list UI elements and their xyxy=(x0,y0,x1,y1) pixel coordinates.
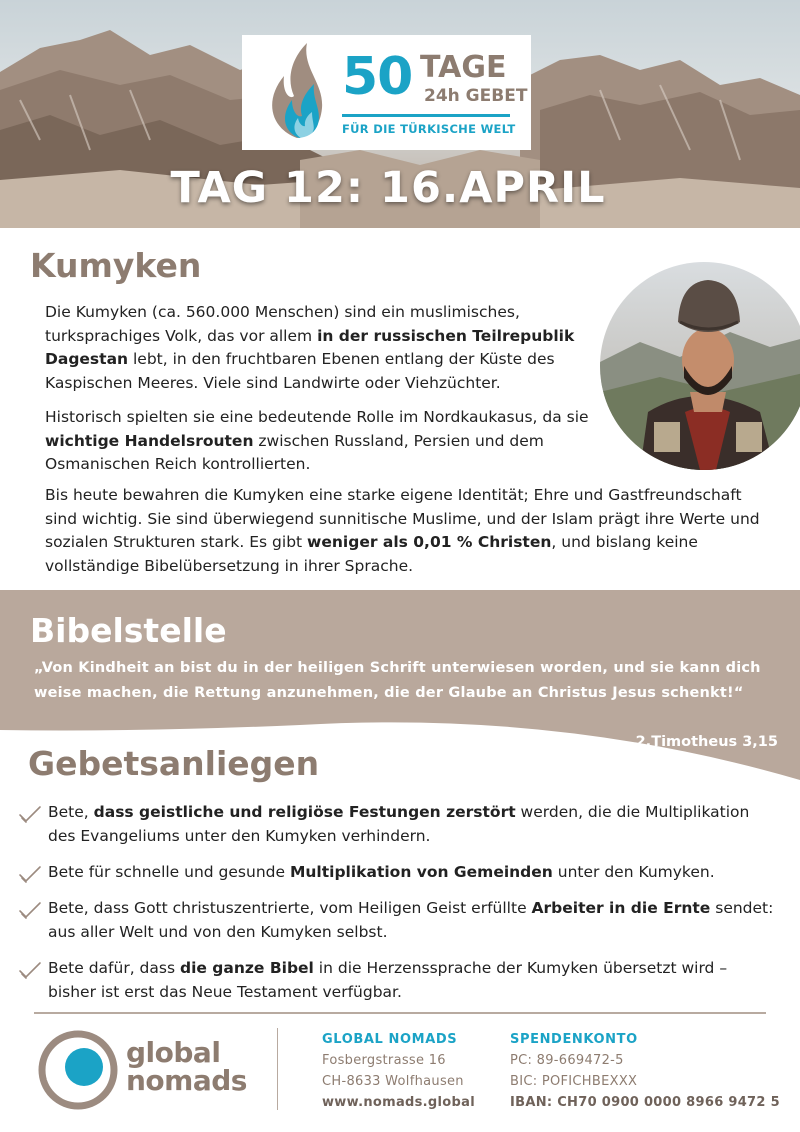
body-text: werden, die die Multiplikation des Evangeliums unter den Kumyken verhindern. xyxy=(48,803,750,845)
identity-paragraph xyxy=(45,484,765,578)
emphasis-text: Arbeiter in die Ernte xyxy=(531,899,711,917)
prayer-item xyxy=(18,860,778,884)
prayer-text xyxy=(48,863,715,881)
bible-quote: „Von Kindheit an bist du in der heiligen Schrift unterwiesen worden, und sie kann dich weise machen, die Rettung anzunehmen, die der Glaube an Christus Jesus schenkt!“ xyxy=(34,660,761,701)
org-website-link[interactable]: www.nomads.global xyxy=(322,1095,475,1110)
day-title: TAG 12: 16.APRIL xyxy=(170,163,606,213)
section-title-prayer: Gebetsanliegen xyxy=(28,744,320,783)
campaign-logo xyxy=(242,35,531,150)
body-text: Bete dafür, dass xyxy=(48,959,180,977)
logo-tagline: FÜR DIE TÜRKISCHE WELT xyxy=(342,122,516,136)
org-street: Fosbergstrasse 16 xyxy=(322,1053,446,1068)
body-text: Die Kumyken (ca. 560.000 Menschen) sind ein muslimisches, turksprachiges Volk, das vor allem xyxy=(45,303,520,345)
prayer-text xyxy=(48,959,727,1001)
logo-subtitle: 24h GEBET xyxy=(424,86,528,106)
global-nomads-logo-icon xyxy=(38,1030,118,1110)
checkmark-icon xyxy=(18,864,42,884)
body-text: Bete, xyxy=(48,803,94,821)
history-paragraph xyxy=(45,406,590,477)
body-text: sendet: aus aller Welt und von den Kumyken selbst. xyxy=(48,899,774,941)
bank-iban: IBAN: CH70 0900 0000 8966 9472 5 xyxy=(510,1095,780,1110)
checkmark-icon xyxy=(18,804,42,824)
prayer-item xyxy=(18,956,778,1004)
org-address-block xyxy=(322,1029,475,1113)
logo-number: 50 xyxy=(342,47,413,107)
emphasis-text: Multiplikation von Gemeinden xyxy=(289,863,553,881)
emphasis-text: wichtige Handelsrouten xyxy=(45,431,254,450)
prayer-text xyxy=(48,803,749,845)
section-title-bible: Bibelstelle xyxy=(30,611,227,650)
emphasis-text: weniger als 0,01 % Christen xyxy=(307,533,552,551)
bible-reference: 2.Timotheus 3,15 xyxy=(635,734,778,750)
logo-word-nomads: nomads xyxy=(126,1064,247,1097)
body-text: Bete, dass Gott christuszentrierte, vom Heiligen Geist erfüllte xyxy=(48,899,532,917)
bank-heading: SPENDENKONTO xyxy=(510,1032,638,1047)
footer-divider xyxy=(34,1012,766,1014)
prayer-list xyxy=(18,800,778,1016)
intro-paragraph xyxy=(45,301,600,395)
section-title-kumyken: Kumyken xyxy=(30,246,202,285)
hero-banner xyxy=(0,0,800,228)
logo-tage: TAGE xyxy=(420,50,507,85)
footer-column-divider xyxy=(277,1028,278,1110)
body-text: lebt, in den fruchtbaren Ebenen entlang der Küste des Kaspischen Meeres. Viele sind Landwirte oder Viehzüchter. xyxy=(45,350,555,392)
emphasis-text: die ganze Bibel xyxy=(179,959,314,977)
checkmark-icon xyxy=(18,900,42,920)
body-text: , und bislang keine vollständige Bibelübersetzung in ihrer Sprache. xyxy=(45,533,698,575)
body-text: in die Herzenssprache der Kumyken übersetzt wird – bisher ist erst das Neue Testament verfügbar. xyxy=(48,959,728,1001)
logo-divider xyxy=(342,114,510,117)
bank-account-block xyxy=(510,1029,780,1113)
body-text: Bete für schnelle und gesunde xyxy=(48,863,290,881)
checkmark-icon xyxy=(18,960,42,980)
emphasis-text: in der russischen Teilrepublik Dagestan xyxy=(45,326,575,368)
bank-bic: BIC: POFICHBEXXX xyxy=(510,1074,638,1089)
portrait-photo xyxy=(600,262,800,470)
prayer-text xyxy=(48,899,773,941)
body-text: Historisch spielten sie eine bedeutende Rolle im Nordkaukasus, da sie xyxy=(45,408,589,426)
prayer-item xyxy=(18,896,778,944)
body-text: Bis heute bewahren die Kumyken eine starke eigene Identität; Ehre und Gastfreundschaft sind wichtig. Sie sind überwiegend sunnitische Muslime, und der Islam prägt ihre Werte und sozialen Strukturen stark. Es gibt xyxy=(45,486,760,551)
bank-pc: PC: 89-669472-5 xyxy=(510,1053,624,1068)
logo-word-global: global xyxy=(126,1036,221,1069)
org-heading: GLOBAL NOMADS xyxy=(322,1032,458,1047)
emphasis-text: dass geistliche und religiöse Festungen zerstört xyxy=(93,803,516,821)
org-city: CH-8633 Wolfhausen xyxy=(322,1074,464,1089)
prayer-item xyxy=(18,800,778,848)
body-text: zwischen Russland, Persien und dem Osmanischen Reich kontrollierten. xyxy=(45,431,544,473)
flame-logo-icon xyxy=(252,38,342,148)
body-text: unter den Kumyken. xyxy=(552,863,715,881)
